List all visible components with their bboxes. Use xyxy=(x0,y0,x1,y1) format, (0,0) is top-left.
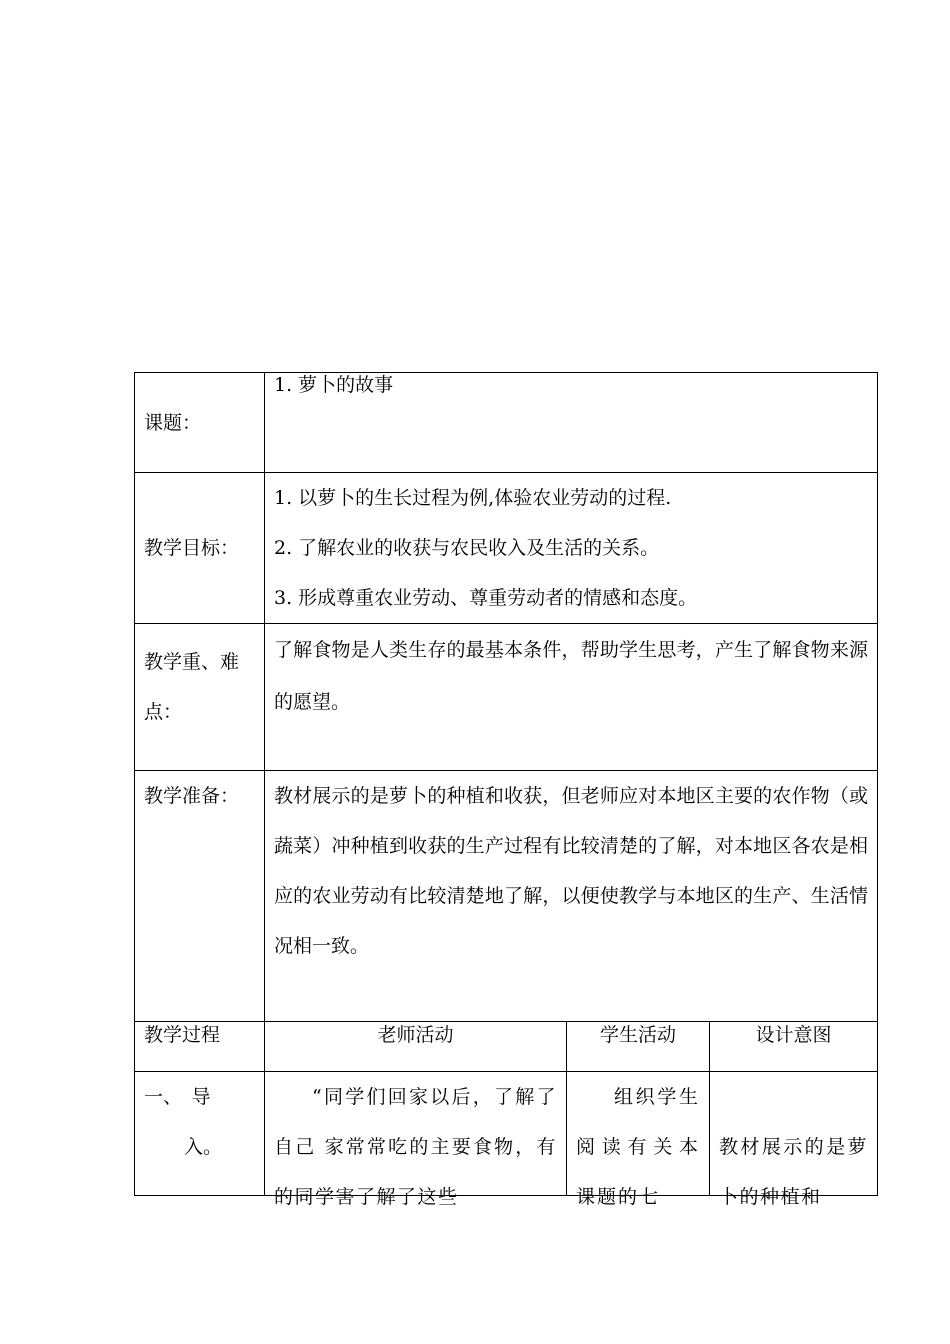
header-stage: 教学过程 xyxy=(135,1022,265,1072)
preparation-text: 教材展示的是萝卜的种植和收获，但老师应对本地区主要的农作物（或蔬菜）冲种植到收获的生产过程有比较清楚的了解，对本地区各农是相应的农业劳动有比较清楚地了解，以便使教学与本地区的生产、生活情况相一致。 xyxy=(274,785,869,957)
objectives-row xyxy=(135,473,878,624)
header-intent: 设计意图 xyxy=(710,1022,878,1072)
preparation-label: 教学准备： xyxy=(144,785,240,807)
key-points-label-line2: 点： xyxy=(144,701,183,723)
lesson-title: 1. 萝卜的故事 xyxy=(274,374,394,396)
teacher-activity-text: “同学们回家以后，了解了自己 家常常吃的主要食物，有的同学害了解了这些 xyxy=(274,1086,557,1208)
header-teacher: 老师活动 xyxy=(265,1022,567,1072)
key-points-label-cell xyxy=(135,624,265,771)
title-label: 课题： xyxy=(144,411,202,434)
process-header-row xyxy=(135,1022,878,1072)
key-points-row xyxy=(135,624,878,771)
design-intent-cell xyxy=(710,1072,878,1208)
objective-item: 2. 了解农业的收获与农民收入及生活的关系。 xyxy=(274,537,660,559)
student-activity-cell xyxy=(567,1072,710,1208)
objective-item: 1. 以萝卜的生长过程为例,体验农业劳动的过程. xyxy=(274,487,672,509)
key-points-cell xyxy=(265,624,878,771)
teacher-activity-cell xyxy=(265,1072,567,1208)
lesson-plan-table xyxy=(134,372,878,1208)
preparation-cell xyxy=(265,771,878,1022)
objectives-label-cell xyxy=(135,473,265,624)
process-row xyxy=(135,1072,878,1196)
title-label-cell xyxy=(135,373,265,473)
stage-cell xyxy=(135,1072,265,1196)
design-intent-text: 教材展示的是萝卜的种植和 xyxy=(719,1136,869,1208)
objectives-cell xyxy=(265,473,878,624)
student-activity-text: 组织学生阅读有关本课题的七 xyxy=(576,1086,700,1208)
objective-item: 3. 形成尊重农业劳动、尊重劳动者的情感和态度。 xyxy=(274,587,698,609)
stage-line2: 入。 xyxy=(184,1136,223,1158)
title-row xyxy=(135,373,878,473)
key-points-text: 了解食物是人类生存的最基本条件，帮助学生思考，产生了解食物来源的愿望。 xyxy=(274,639,869,713)
key-points-label-line1: 教学重、难 xyxy=(144,651,240,673)
title-value-cell xyxy=(265,373,878,473)
stage-line1: 一、 导 xyxy=(144,1086,211,1108)
preparation-label-cell xyxy=(135,771,265,1022)
objectives-label: 教学目标： xyxy=(144,537,240,559)
preparation-row xyxy=(135,771,878,1022)
header-student: 学生活动 xyxy=(567,1022,710,1072)
